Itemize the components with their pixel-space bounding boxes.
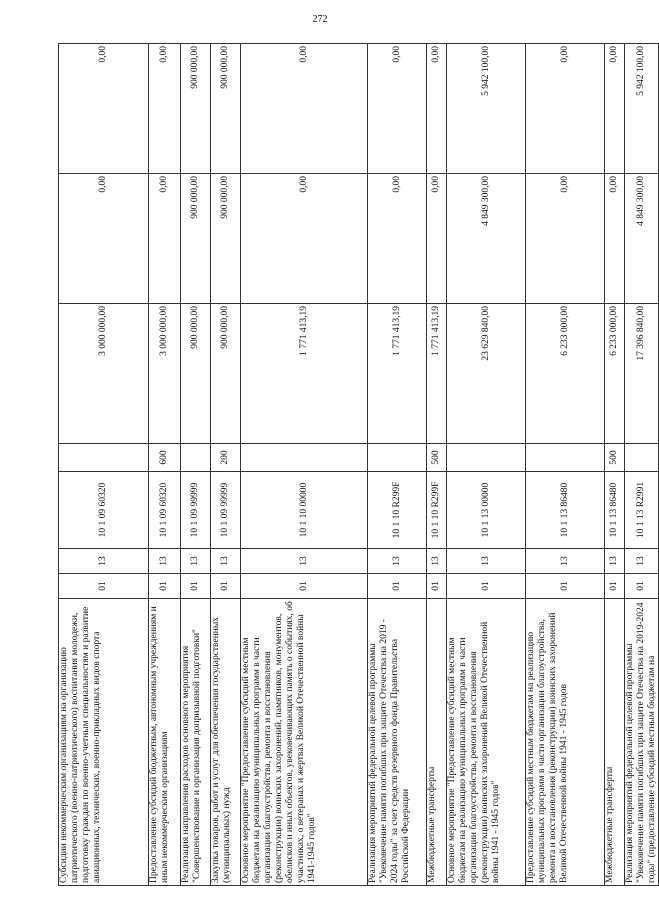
row-csr: 10 1 09 99999 bbox=[181, 472, 211, 549]
row-sum-3: 5 942 100,00 bbox=[447, 44, 526, 174]
row-sum-1: 3 000 000,00 bbox=[149, 304, 181, 444]
row-pr: 13 bbox=[59, 549, 149, 574]
row-gr: 01 bbox=[447, 574, 526, 599]
row-csr: 10 1 09 99999 bbox=[211, 472, 241, 549]
row-name: Реализация мероприятий федеральной целевой программы "Увековечение памяти погибших при защите Отечества на 2019 - 2024 годы" за счет средств резервного фонда Правительства Российской Федерации bbox=[368, 599, 427, 886]
table-row bbox=[368, 44, 427, 886]
row-sum-2: 4 849 300,00 bbox=[447, 174, 526, 304]
row-pr: 13 bbox=[605, 549, 625, 574]
row-sum-2: 0,00 bbox=[605, 174, 625, 304]
row-gr: 01 bbox=[181, 574, 211, 599]
table-row bbox=[625, 44, 659, 886]
row-gr: 01 bbox=[368, 574, 427, 599]
row-vr bbox=[526, 444, 605, 472]
row-sum-1: 1 771 413,19 bbox=[241, 304, 368, 444]
table-row bbox=[241, 44, 368, 886]
row-sum-2: 0,00 bbox=[59, 174, 149, 304]
row-sum-1: 6 233 000,00 bbox=[526, 304, 605, 444]
row-sum-3: 900 000,00 bbox=[181, 44, 211, 174]
row-pr: 13 bbox=[447, 549, 526, 574]
row-sum-3: 0,00 bbox=[427, 44, 447, 174]
row-sum-1: 1 771 413,19 bbox=[427, 304, 447, 444]
row-csr: 10 1 09 60320 bbox=[59, 472, 149, 549]
row-vr bbox=[59, 444, 149, 472]
table-row bbox=[149, 44, 181, 886]
row-csr: 10 1 13 R2991 bbox=[625, 472, 659, 549]
row-vr bbox=[625, 444, 659, 472]
row-vr: 500 bbox=[427, 444, 447, 472]
table-row bbox=[447, 44, 526, 886]
row-pr: 13 bbox=[368, 549, 427, 574]
row-sum-2: 0,00 bbox=[427, 174, 447, 304]
row-name: Реализация направления расходов основного мероприятия "Совершенствование и организация допризывной подготовки" bbox=[181, 599, 211, 886]
row-name: Основное мероприятие "Предоставление субсидий местным бюджетам на реализацию муниципальных программ в части организации благоустройства, ремонта и восстановления (реконструкции) воинских захоронений, памятников, монументов, обелисков и иных объектов, увековечивающих память о событиях, об участниках, о ветеранах и жертвах Великой Отечественной войны 1941-1945 годов" bbox=[241, 599, 368, 886]
row-sum-3: 0,00 bbox=[605, 44, 625, 174]
row-name: Закупка товаров, работ и услуг для обеспечения государственных (муниципальных) нужд bbox=[211, 599, 241, 886]
row-sum-3: 0,00 bbox=[59, 44, 149, 174]
row-csr: 10 1 13 86480 bbox=[605, 472, 625, 549]
row-gr: 01 bbox=[149, 574, 181, 599]
row-sum-3: 5 942 100,00 bbox=[625, 44, 659, 174]
row-sum-3: 900 000,00 bbox=[211, 44, 241, 174]
row-vr: 500 bbox=[605, 444, 625, 472]
row-sum-3: 0,00 bbox=[526, 44, 605, 174]
row-sum-3: 0,00 bbox=[241, 44, 368, 174]
row-pr: 13 bbox=[211, 549, 241, 574]
budget-table-body bbox=[59, 44, 659, 886]
row-pr: 13 bbox=[625, 549, 659, 574]
row-csr: 10 1 13 86480 bbox=[526, 472, 605, 549]
row-sum-1: 3 000 000,00 bbox=[59, 304, 149, 444]
row-name: Основное мероприятие "Предоставление субсидий местным бюджетам на реализацию муниципальных программ в части организации благоустройства, ремонта и восстановления (реконструкции) воинских захоронений Великой Отечественной войны 1941 - 1945 годов" bbox=[447, 599, 526, 886]
row-gr: 01 bbox=[241, 574, 368, 599]
row-sum-2: 0,00 bbox=[368, 174, 427, 304]
row-pr: 13 bbox=[181, 549, 211, 574]
row-csr: 10 1 13 00000 bbox=[447, 472, 526, 549]
row-sum-2: 900 000,00 bbox=[181, 174, 211, 304]
row-sum-1: 23 629 840,00 bbox=[447, 304, 526, 444]
row-name: Субсидии некоммерческим организациям на организацию патриотического (военно-патриотического) воспитания молодежи, подготовку граждан по военно-учетным специальностям и развитие авиационных, технических, военно-прикладных видов спорта bbox=[59, 599, 149, 886]
row-sum-1: 900 000,00 bbox=[181, 304, 211, 444]
landscape-page bbox=[58, 44, 657, 886]
row-sum-3: 0,00 bbox=[368, 44, 427, 174]
row-pr: 13 bbox=[427, 549, 447, 574]
row-pr: 13 bbox=[241, 549, 368, 574]
table-row bbox=[181, 44, 211, 886]
row-pr: 13 bbox=[149, 549, 181, 574]
table-row bbox=[605, 44, 625, 886]
row-vr: 600 bbox=[149, 444, 181, 472]
row-name: Межбюджетные трансферты bbox=[427, 599, 447, 886]
table-row bbox=[427, 44, 447, 886]
row-name: Предоставление субсидий местным бюджетам на реализацию муниципальных программ в части организации благоустройства, ремонта и восстановления (реконструкции) воинских захоронений Великой Отечественной войны 1941 - 1945 годов bbox=[526, 599, 605, 886]
row-sum-1: 900 000,00 bbox=[211, 304, 241, 444]
row-csr: 10 1 10 R299F bbox=[368, 472, 427, 549]
table-row bbox=[211, 44, 241, 886]
row-sum-2: 4 849 300,00 bbox=[625, 174, 659, 304]
row-vr bbox=[368, 444, 427, 472]
row-sum-2: 0,00 bbox=[241, 174, 368, 304]
row-sum-1: 17 396 840,00 bbox=[625, 304, 659, 444]
rotated-page-area bbox=[58, 44, 657, 886]
row-gr: 01 bbox=[59, 574, 149, 599]
row-gr: 01 bbox=[427, 574, 447, 599]
row-sum-2: 0,00 bbox=[526, 174, 605, 304]
table-row bbox=[526, 44, 605, 886]
row-name: Предоставление субсидий бюджетным, автономным учреждениям и иным некоммерческим организациям bbox=[149, 599, 181, 886]
row-gr: 01 bbox=[526, 574, 605, 599]
row-sum-1: 1 771 413,19 bbox=[368, 304, 427, 444]
budget-table bbox=[58, 43, 659, 886]
row-csr: 10 1 10 00000 bbox=[241, 472, 368, 549]
row-vr: 200 bbox=[211, 444, 241, 472]
row-gr: 01 bbox=[605, 574, 625, 599]
row-gr: 01 bbox=[625, 574, 659, 599]
row-vr bbox=[447, 444, 526, 472]
row-gr: 01 bbox=[211, 574, 241, 599]
row-sum-2: 0,00 bbox=[149, 174, 181, 304]
row-sum-1: 6 233 000,00 bbox=[605, 304, 625, 444]
row-csr: 10 1 09 60320 bbox=[149, 472, 181, 549]
row-sum-2: 900 000,00 bbox=[211, 174, 241, 304]
row-sum-3: 0,00 bbox=[149, 44, 181, 174]
row-vr bbox=[241, 444, 368, 472]
row-pr: 13 bbox=[526, 549, 605, 574]
page-number: 272 bbox=[312, 14, 328, 25]
row-name: Межбюджетные трансферты bbox=[605, 599, 625, 886]
row-vr bbox=[181, 444, 211, 472]
row-csr: 10 1 10 R299F bbox=[427, 472, 447, 549]
table-row bbox=[59, 44, 149, 886]
row-name: Реализация мероприятий федеральной целевой программы "Увековечение памяти погибших при защите Отечества на 2019-2024 годы" (предоставление субсидий местным бюджетам на bbox=[625, 599, 659, 886]
